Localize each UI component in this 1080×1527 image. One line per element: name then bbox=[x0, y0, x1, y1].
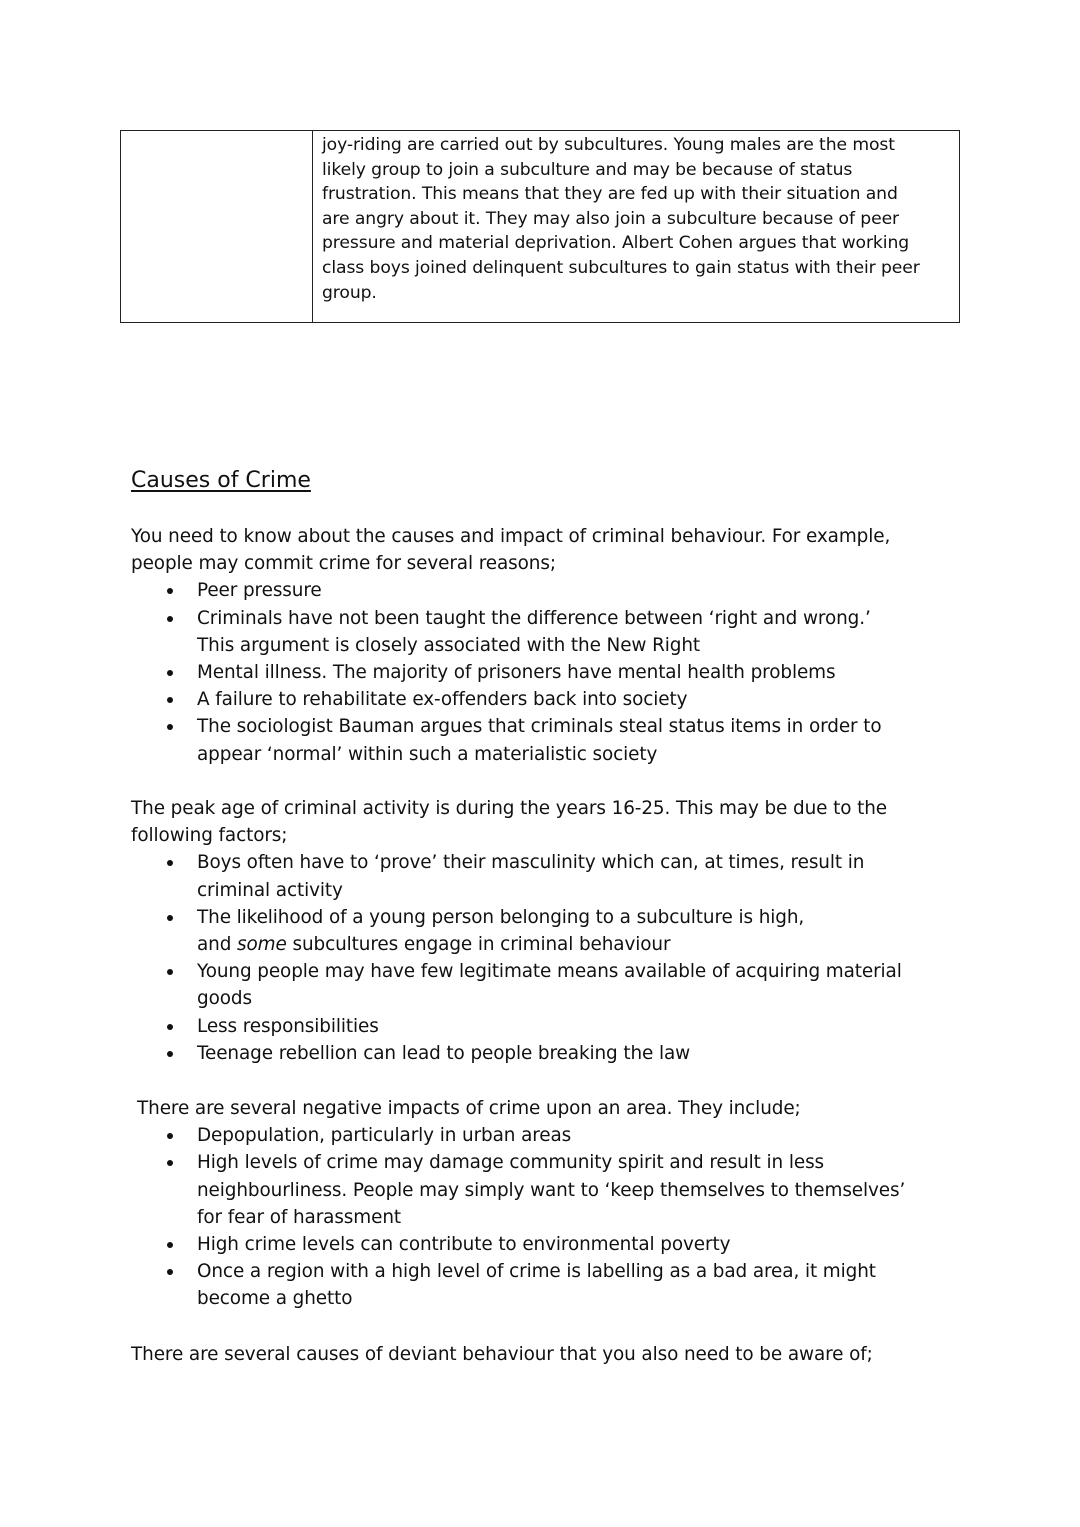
list-item-line: Young people may have few legitimate means available of acquiring material bbox=[197, 961, 902, 983]
list-item bbox=[197, 1122, 967, 1149]
table-right-cell bbox=[313, 131, 959, 322]
paragraph-line: The peak age of criminal activity is during the years 16-25. This may be due to the bbox=[131, 798, 887, 819]
list-item-line: The sociologist Bauman argues that criminals steal status items in order to bbox=[197, 716, 882, 738]
list-item-line: Depopulation, particularly in urban areas bbox=[197, 1125, 572, 1147]
list-item bbox=[197, 1040, 961, 1067]
italic-emphasis: some bbox=[237, 934, 287, 956]
list-item-line: Less responsibilities bbox=[197, 1015, 379, 1037]
causes-list bbox=[131, 577, 961, 767]
list-item-line: High crime levels can contribute to environmental poverty bbox=[197, 1234, 731, 1256]
list-item-line: criminal activity bbox=[197, 879, 343, 901]
table-text-line: are angry about it. They may also join a subculture because of peer bbox=[322, 208, 900, 229]
list-item bbox=[197, 904, 961, 958]
list-item-line: This argument is closely associated with the New Right bbox=[197, 634, 701, 656]
list-item bbox=[197, 577, 961, 604]
list-item-line: A failure to rehabilitate ex-offenders back into society bbox=[197, 689, 688, 711]
table-text-line: frustration. This means that they are fed up with their situation and bbox=[322, 184, 898, 205]
section-heading: Causes of Crime bbox=[131, 468, 311, 493]
causes-intro-block bbox=[131, 523, 961, 768]
table-text-line: pressure and material deprivation. Albert Cohen argues that working bbox=[322, 233, 910, 254]
list-item-line: become a ghetto bbox=[197, 1288, 353, 1310]
text-run: and bbox=[197, 934, 238, 956]
list-item bbox=[197, 958, 961, 1012]
list-item-line: Mental illness. The majority of prisoners have mental health problems bbox=[197, 662, 836, 684]
peak-age-factors-list bbox=[131, 849, 961, 1067]
list-item-line bbox=[197, 931, 961, 958]
list-item-line: Teenage rebellion can lead to people breaking the law bbox=[197, 1042, 691, 1064]
paragraph-line: people may commit crime for several reasons; bbox=[131, 553, 556, 575]
list-item bbox=[197, 713, 961, 767]
list-item bbox=[197, 659, 961, 686]
table-left-cell bbox=[121, 131, 313, 322]
table-text-line: likely group to join a subculture and may be because of status bbox=[322, 159, 853, 180]
list-item-line: Peer pressure bbox=[197, 580, 322, 602]
carryover-table bbox=[120, 130, 960, 323]
list-item bbox=[197, 1231, 967, 1258]
list-item-line: Boys often have to ‘prove’ their masculinity which can, at times, result in bbox=[197, 852, 865, 874]
paragraph-line: There are several negative impacts of crime upon an area. They include; bbox=[137, 1098, 801, 1119]
deviant-behaviour-block bbox=[131, 1341, 961, 1368]
list-item bbox=[197, 686, 961, 713]
table-text-line: group. bbox=[322, 282, 377, 303]
text-run: subcultures engage in criminal behaviour bbox=[286, 934, 671, 956]
list-item bbox=[197, 849, 961, 903]
paragraph-line: following factors; bbox=[131, 825, 288, 847]
impacts-list bbox=[137, 1122, 967, 1312]
list-item bbox=[197, 1149, 967, 1231]
peak-age-block bbox=[131, 795, 961, 1067]
list-item-line: High levels of crime may damage community spirit and result in less bbox=[197, 1152, 825, 1174]
paragraph-line: There are several causes of deviant behaviour that you also need to be aware of; bbox=[131, 1344, 873, 1365]
list-item bbox=[197, 1258, 967, 1312]
list-item-line: for fear of harassment bbox=[197, 1206, 401, 1228]
list-item-line: Once a region with a high level of crime is labelling as a bad area, it might bbox=[197, 1261, 876, 1283]
list-item-line: The likelihood of a young person belonging to a subculture is high, bbox=[197, 906, 805, 928]
list-item bbox=[197, 1013, 961, 1040]
table-text-line: joy-riding are carried out by subcultures. Young males are the most bbox=[322, 135, 895, 155]
list-item-line: Criminals have not been taught the difference between ‘right and wrong.’ bbox=[197, 607, 871, 629]
table-text-line: class boys joined delinquent subcultures to gain status with their peer bbox=[322, 257, 920, 278]
list-item-line: neighbourliness. People may simply want to ‘keep themselves to themselves’ bbox=[197, 1179, 906, 1201]
impacts-block bbox=[137, 1095, 967, 1313]
list-item-line: goods bbox=[197, 988, 252, 1010]
paragraph-line: You need to know about the causes and impact of criminal behaviour. For example, bbox=[131, 526, 891, 547]
list-item-line: appear ‘normal’ within such a materialistic society bbox=[197, 743, 658, 765]
list-item bbox=[197, 605, 961, 659]
